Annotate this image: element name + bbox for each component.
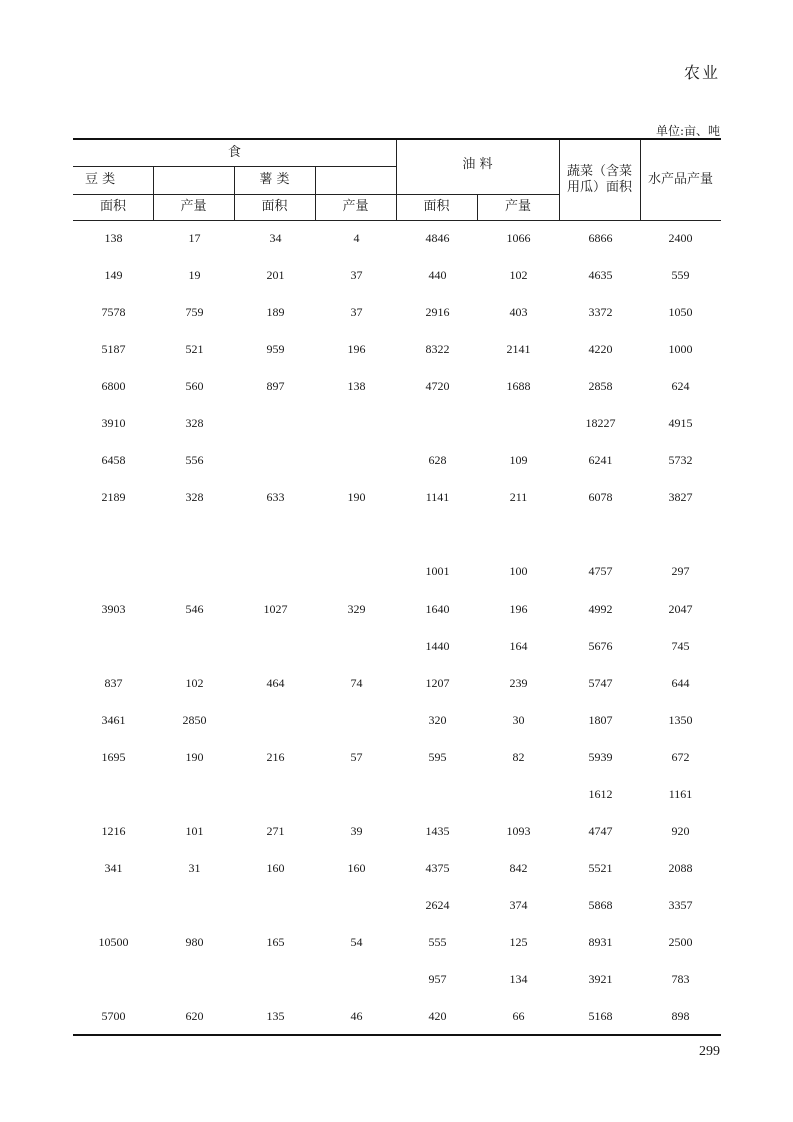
- table-cell: 320: [428, 713, 447, 727]
- table-cell: 2141: [506, 342, 531, 356]
- table-cell: 160: [347, 861, 366, 875]
- table-cell: 328: [185, 490, 204, 504]
- table-cell: 4: [353, 231, 360, 245]
- table-cell: 37: [350, 305, 363, 319]
- table-cell: 837: [104, 676, 123, 690]
- table-cell: 1000: [668, 342, 693, 356]
- table-cell: 897: [266, 379, 285, 393]
- table-cell: 328: [185, 416, 204, 430]
- table-cell: 759: [185, 305, 204, 319]
- table-cell: [316, 711, 397, 729]
- table-cell: 403: [509, 305, 528, 319]
- header-oil-area: 面积: [423, 199, 450, 214]
- table-cell: 624: [671, 379, 690, 393]
- table-cell: 1001: [425, 564, 450, 578]
- table-cell: 2858: [588, 379, 613, 393]
- table-cell: 644: [671, 676, 690, 690]
- table-cell: 3921: [588, 972, 613, 986]
- table-cell: [560, 525, 641, 543]
- table-cell: 271: [266, 824, 285, 838]
- header-line-3: [73, 220, 721, 221]
- table-cell: 4635: [588, 268, 613, 282]
- table-cell: 138: [104, 231, 123, 245]
- table-cell: 633: [266, 490, 285, 504]
- table-cell: [397, 525, 478, 543]
- table-cell: [235, 637, 316, 655]
- table-cell: 898: [671, 1009, 690, 1023]
- table-cell: [154, 525, 235, 543]
- table-cell: [235, 896, 316, 914]
- table-cell: 341: [104, 861, 123, 875]
- header-vegetables: 蔬菜（含菜 用瓜）面积: [566, 164, 632, 195]
- table-cell: 10500: [98, 935, 129, 949]
- header-oil: 油 料: [462, 157, 493, 172]
- table-cell: 2189: [101, 490, 126, 504]
- table-cell: 201: [266, 268, 285, 282]
- table-cell: 7578: [101, 305, 126, 319]
- table-cell: 4757: [588, 564, 613, 578]
- header-beans-output: 产量: [180, 199, 207, 214]
- table-cell: 297: [671, 564, 690, 578]
- header-aquatic: 水产品产量: [647, 172, 713, 187]
- table-cell: 74: [350, 676, 363, 690]
- table-cell: 1640: [425, 602, 450, 616]
- table-cell: [235, 711, 316, 729]
- table-cell: 34: [269, 231, 282, 245]
- table-cell: [154, 896, 235, 914]
- table-cell: 440: [428, 268, 447, 282]
- table-cell: 138: [347, 379, 366, 393]
- table-cell: 19: [188, 268, 201, 282]
- table-cell: [316, 562, 397, 580]
- table-cell: [154, 562, 235, 580]
- table-cell: [478, 785, 559, 803]
- table-cell: 6866: [588, 231, 613, 245]
- table-cell: 125: [509, 935, 528, 949]
- table-cell: 4846: [425, 231, 450, 245]
- table-cell: 57: [350, 750, 363, 764]
- table-cell: [235, 562, 316, 580]
- table-cell: 190: [347, 490, 366, 504]
- table-cell: [316, 525, 397, 543]
- table-cell: 957: [428, 972, 447, 986]
- header-oil-output: 产量: [504, 199, 531, 214]
- header-line-2: [73, 194, 559, 195]
- table-cell: 1440: [425, 639, 450, 653]
- table-cell: 1435: [425, 824, 450, 838]
- table-cell: 1093: [506, 824, 531, 838]
- table-cell: 6078: [588, 490, 613, 504]
- table-cell: 5676: [588, 639, 613, 653]
- table-cell: 3903: [101, 602, 126, 616]
- table-cell: 4992: [588, 602, 613, 616]
- table-cell: 1695: [101, 750, 126, 764]
- table-cell: 160: [266, 861, 285, 875]
- table-cell: [316, 785, 397, 803]
- table-bottom-rule: [73, 1034, 721, 1036]
- table-cell: [154, 785, 235, 803]
- table-cell: [73, 970, 154, 988]
- table-cell: [73, 785, 154, 803]
- table-cell: 920: [671, 824, 690, 838]
- unit-label: 单位:亩、吨: [655, 124, 720, 138]
- table-cell: 5868: [588, 898, 613, 912]
- table-cell: 1066: [506, 231, 531, 245]
- table-cell: [235, 970, 316, 988]
- header-food: 食: [227, 145, 241, 160]
- header-tubers-area: 面积: [261, 199, 288, 214]
- table-cell: 595: [428, 750, 447, 764]
- table-cell: 135: [266, 1009, 285, 1023]
- table-cell: 555: [428, 935, 447, 949]
- table-cell: [316, 414, 397, 432]
- table-cell: 1141: [425, 490, 450, 504]
- table-cell: 6458: [101, 453, 126, 467]
- table-cell: 5521: [588, 861, 613, 875]
- table-cell: 190: [185, 750, 204, 764]
- table-cell: 196: [347, 342, 366, 356]
- table-cell: [316, 896, 397, 914]
- table-cell: 1050: [668, 305, 693, 319]
- table-cell: [640, 525, 721, 543]
- table-cell: 5939: [588, 750, 613, 764]
- table-cell: 1161: [668, 787, 693, 801]
- table-cell: 620: [185, 1009, 204, 1023]
- header-beans: 豆 类: [85, 172, 116, 187]
- table-cell: 556: [185, 453, 204, 467]
- table-cell: 2400: [668, 231, 693, 245]
- table-cell: 1216: [101, 824, 126, 838]
- table-cell: 4747: [588, 824, 613, 838]
- table-cell: 6241: [588, 453, 613, 467]
- table-cell: 39: [350, 824, 363, 838]
- table-cell: 980: [185, 935, 204, 949]
- table-cell: 1027: [263, 602, 288, 616]
- table-cell: 3461: [101, 713, 126, 727]
- table-cell: 2088: [668, 861, 693, 875]
- table-cell: 745: [671, 639, 690, 653]
- table-cell: 100: [509, 564, 528, 578]
- table-cell: [397, 785, 478, 803]
- table-cell: 8931: [588, 935, 613, 949]
- table-cell: [73, 637, 154, 655]
- table-cell: [73, 896, 154, 914]
- table-cell: [154, 637, 235, 655]
- table-cell: 546: [185, 602, 204, 616]
- table-cell: 30: [512, 713, 525, 727]
- table-cell: 1207: [425, 676, 450, 690]
- table-cell: [478, 525, 559, 543]
- table-cell: 1807: [588, 713, 613, 727]
- table-cell: 8322: [425, 342, 450, 356]
- table-cell: 374: [509, 898, 528, 912]
- table-cell: 842: [509, 861, 528, 875]
- table-cell: 4915: [668, 416, 693, 430]
- table-cell: 102: [185, 676, 204, 690]
- table-cell: 18227: [585, 416, 616, 430]
- table-cell: 102: [509, 268, 528, 282]
- table-cell: [478, 414, 559, 432]
- table-cell: [154, 970, 235, 988]
- table-top-rule: [73, 138, 721, 140]
- page-number: 299: [699, 1044, 720, 1059]
- table-cell: 134: [509, 972, 528, 986]
- table-cell: 4375: [425, 861, 450, 875]
- table-cell: 3827: [668, 490, 693, 504]
- table-cell: 4720: [425, 379, 450, 393]
- table-cell: 196: [509, 602, 528, 616]
- table-cell: 783: [671, 972, 690, 986]
- table-cell: [235, 525, 316, 543]
- table-cell: 560: [185, 379, 204, 393]
- table-cell: 3910: [101, 416, 126, 430]
- table-cell: 211: [509, 490, 528, 504]
- header-tubers-output: 产量: [342, 199, 369, 214]
- table-cell: [316, 637, 397, 655]
- table-cell: 672: [671, 750, 690, 764]
- table-cell: 4220: [588, 342, 613, 356]
- table-cell: 464: [266, 676, 285, 690]
- table-cell: 3357: [668, 898, 693, 912]
- table-cell: [316, 451, 397, 469]
- table-cell: 5187: [101, 342, 126, 356]
- table-cell: [235, 785, 316, 803]
- table-cell: 2624: [425, 898, 450, 912]
- table-cell: 165: [266, 935, 285, 949]
- table-cell: 101: [185, 824, 204, 838]
- table-cell: 1350: [668, 713, 693, 727]
- table-cell: 189: [266, 305, 285, 319]
- table-cell: 628: [428, 453, 447, 467]
- table-cell: 3372: [588, 305, 613, 319]
- table-cell: [73, 562, 154, 580]
- table-cell: 66: [512, 1009, 525, 1023]
- table-cell: 149: [104, 268, 123, 282]
- table-cell: 216: [266, 750, 285, 764]
- table-cell: 17: [188, 231, 201, 245]
- table-cell: 420: [428, 1009, 447, 1023]
- table-cell: 2047: [668, 602, 693, 616]
- table-cell: [235, 451, 316, 469]
- table-cell: 37: [350, 268, 363, 282]
- table-cell: 82: [512, 750, 525, 764]
- table-cell: 521: [185, 342, 204, 356]
- table-cell: [73, 525, 154, 543]
- table-cell: 2916: [425, 305, 450, 319]
- table-cell: [316, 970, 397, 988]
- table-cell: 1688: [506, 379, 531, 393]
- table-cell: 164: [509, 639, 528, 653]
- table-cell: 6800: [101, 379, 126, 393]
- table-cell: 959: [266, 342, 285, 356]
- section-title: 农业: [683, 63, 720, 82]
- table-cell: 329: [347, 602, 366, 616]
- table-cell: 109: [509, 453, 528, 467]
- table-cell: 5732: [668, 453, 693, 467]
- table-cell: 5700: [101, 1009, 126, 1023]
- table-cell: 46: [350, 1009, 363, 1023]
- table-cell: 2850: [182, 713, 207, 727]
- header-beans-area: 面积: [99, 199, 126, 214]
- table-cell: 1612: [588, 787, 613, 801]
- table-cell: 31: [188, 861, 201, 875]
- table-cell: 2500: [668, 935, 693, 949]
- table-cell: 54: [350, 935, 363, 949]
- table-cell: 559: [671, 268, 690, 282]
- header-tubers: 薯 类: [259, 172, 290, 187]
- table-cell: 5168: [588, 1009, 613, 1023]
- table-cell: 239: [509, 676, 528, 690]
- table-cell: 5747: [588, 676, 613, 690]
- table-cell: [397, 414, 478, 432]
- table-cell: [235, 414, 316, 432]
